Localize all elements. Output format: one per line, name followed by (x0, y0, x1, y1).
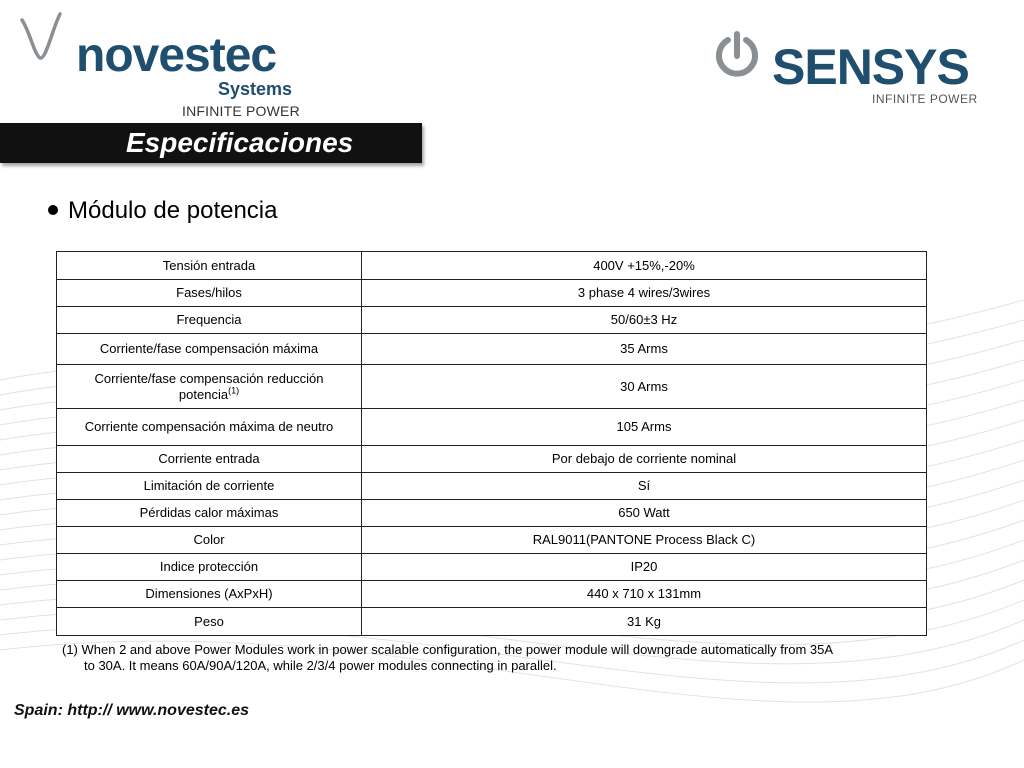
spec-value: 3 phase 4 wires/3wires (362, 280, 927, 307)
spec-key: Indice protección (57, 554, 362, 581)
novestec-tagline: INFINITE POWER (182, 103, 300, 119)
spec-key: Frequencia (57, 307, 362, 334)
spec-value: 50/60±3 Hz (362, 307, 927, 334)
footnote (62, 642, 922, 674)
spec-value: RAL9011(PANTONE Process Black C) (362, 527, 927, 554)
spec-key-text: Corriente/fase compensación reducción potencia (94, 370, 324, 402)
footer-website-link[interactable]: Spain: http:// www.novestec.es (14, 702, 249, 719)
spec-table (56, 251, 927, 636)
footnote-line-2: to 30A. It means 60A/90A/120A, while 2/3/4 power modules connecting in parallel. (84, 658, 557, 673)
spec-value: 35 Arms (362, 334, 927, 365)
spec-value: 30 Arms (362, 365, 927, 409)
spec-key: Corriente entrada (57, 446, 362, 473)
sensys-logo (712, 30, 992, 110)
section-heading (48, 196, 277, 226)
spec-value: 31 Kg (362, 608, 927, 636)
novestec-logo (18, 10, 308, 119)
table-row (57, 446, 927, 473)
spec-key (57, 365, 362, 409)
novestec-wave-icon (18, 10, 78, 70)
table-row (57, 608, 927, 636)
table-row (57, 307, 927, 334)
spec-value: 440 x 710 x 131mm (362, 581, 927, 608)
spec-value: 400V +15%,-20% (362, 252, 927, 280)
section-heading-text: Módulo de potencia (68, 197, 278, 224)
table-row (57, 527, 927, 554)
table-row (57, 365, 927, 409)
spec-key: Dimensiones (AxPxH) (57, 581, 362, 608)
sensys-tagline: INFINITE POWER (872, 92, 978, 106)
spec-key: Color (57, 527, 362, 554)
spec-value: Sí (362, 473, 927, 500)
page-title: Especificaciones (126, 127, 354, 158)
spec-value: IP20 (362, 554, 927, 581)
spec-key: Pérdidas calor máximas (57, 500, 362, 527)
footnote-ref: (1) (228, 385, 240, 396)
novestec-sub: Systems (218, 79, 293, 99)
table-row (57, 280, 927, 307)
spec-key: Tensión entrada (57, 252, 362, 280)
spec-value: 650 Watt (362, 500, 927, 527)
table-row (57, 581, 927, 608)
novestec-name: novestec (76, 29, 277, 82)
spec-key: Peso (57, 608, 362, 636)
power-symbol-icon (712, 30, 762, 80)
bullet-icon (48, 205, 58, 215)
footnote-line-1: (1) When 2 and above Power Modules work in power scalable configuration, the power module will downgrade automatically from 35A (62, 642, 834, 657)
table-row (57, 500, 927, 527)
table-row (57, 334, 927, 365)
table-row (57, 409, 927, 446)
spec-value: Por debajo de corriente nominal (362, 446, 927, 473)
title-bar (0, 123, 422, 163)
spec-key: Limitación de corriente (57, 473, 362, 500)
table-row (57, 473, 927, 500)
spec-key: Corriente compensación máxima de neutro (57, 409, 362, 446)
table-row (57, 252, 927, 280)
sensys-name: SENSYS (772, 39, 969, 95)
spec-key: Corriente/fase compensación máxima (57, 334, 362, 365)
spec-value: 105 Arms (362, 409, 927, 446)
spec-key: Fases/hilos (57, 280, 362, 307)
table-row (57, 554, 927, 581)
